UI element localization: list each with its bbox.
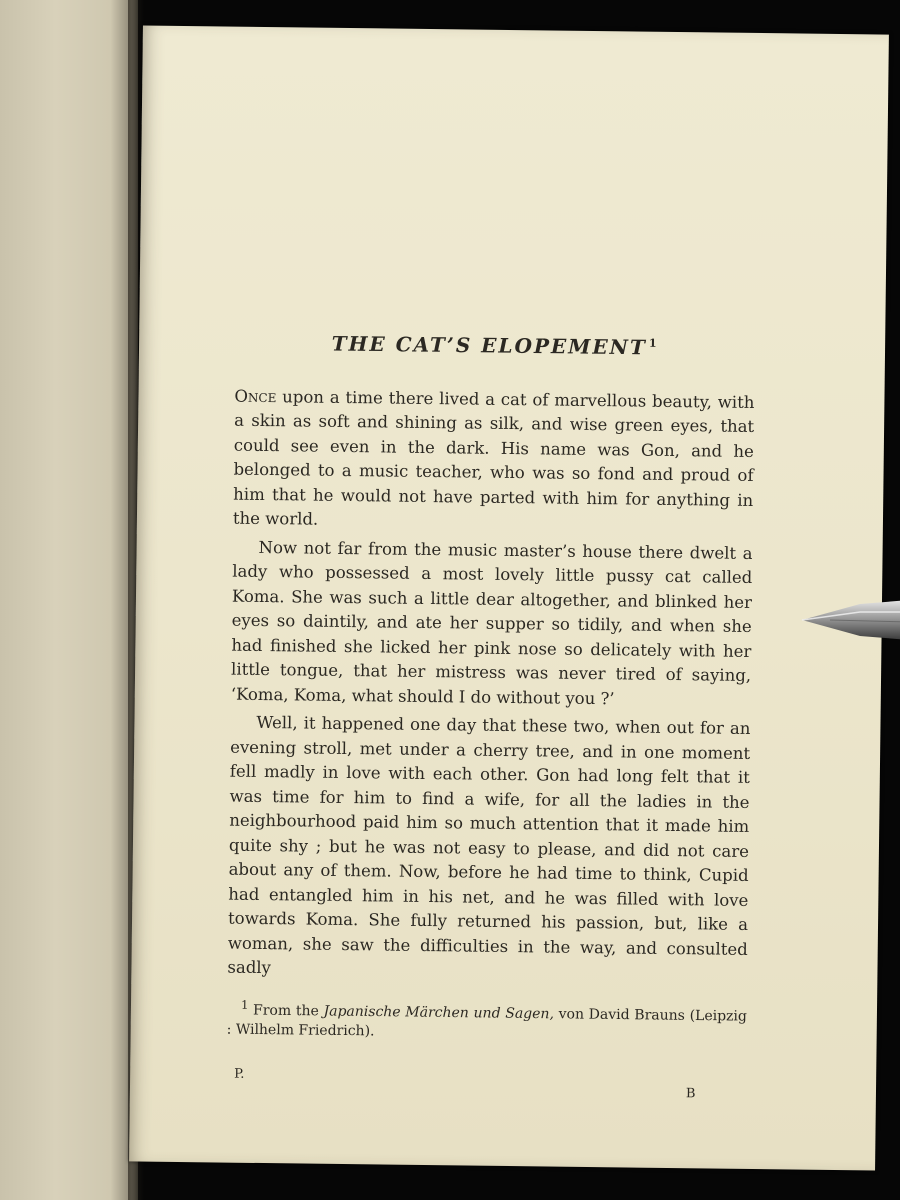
- paragraph-1-text: upon a time there lived a cat of marvellous beauty, with a skin as soft and shining as silk, and wise green eyes, that could see even in the dark. His name was Gon, and he belonged to a music teacher, who was so fond and proud of him that he would not have parted with him for anything in the world.: [232, 386, 755, 529]
- gathering-mark: B: [685, 1086, 696, 1102]
- footnote: [227, 994, 748, 1046]
- chapter-title-text: THE CAT’S ELOPEMENT: [331, 331, 647, 360]
- paragraph-3: Well, it happened one day that these two, when out for an evening stroll, met under a cherry tree, and in one moment fell madly in love with each other. Gon had long felt that it was time for him to find a wife, for all the ladies in the neighbourhood paid him so much attention that it made him quite shy ; but he was not easy to please, and did not care about any of them. Now, before he had time to think, Cupid had entangled him in his net, and he was filled with love towards Koma. She fully returned his passion, but, like a woman, she saw the difficulties in the way, and consulted sadly: [227, 713, 751, 978]
- left-page-edge: [0, 0, 138, 1200]
- signature-mark: P.: [234, 1066, 245, 1082]
- book-page: [129, 25, 889, 1170]
- footnote-mark: 1: [240, 997, 249, 1012]
- text-block: [226, 327, 755, 1061]
- footnote-source-title: Japanische Märchen und Sagen,: [323, 1003, 555, 1022]
- footnote-prefix: From the: [248, 1002, 324, 1020]
- pen-tip-icon: [800, 598, 900, 642]
- chapter-title: [235, 327, 755, 361]
- paragraph-2: Now not far from the music master’s house there dwelt a lady who possessed a most lovely little pussy cat called Koma. She was such a little dear altogether, and blinked her eyes so daintily, and ate her supper so tidily, and when she had finished she licked her pink nose so delicately with her little tongue, that her mistress was never tired of saying, ‘Koma, Koma, what should I do without you ?’: [230, 537, 753, 708]
- footnote-suffix: von David Brauns (Leipzig : Wilhelm Friedrich).: [226, 1005, 748, 1040]
- paragraph-1-lead: Once: [234, 386, 277, 406]
- title-footnote-mark: 1: [648, 336, 659, 350]
- paragraph-1: [233, 384, 755, 537]
